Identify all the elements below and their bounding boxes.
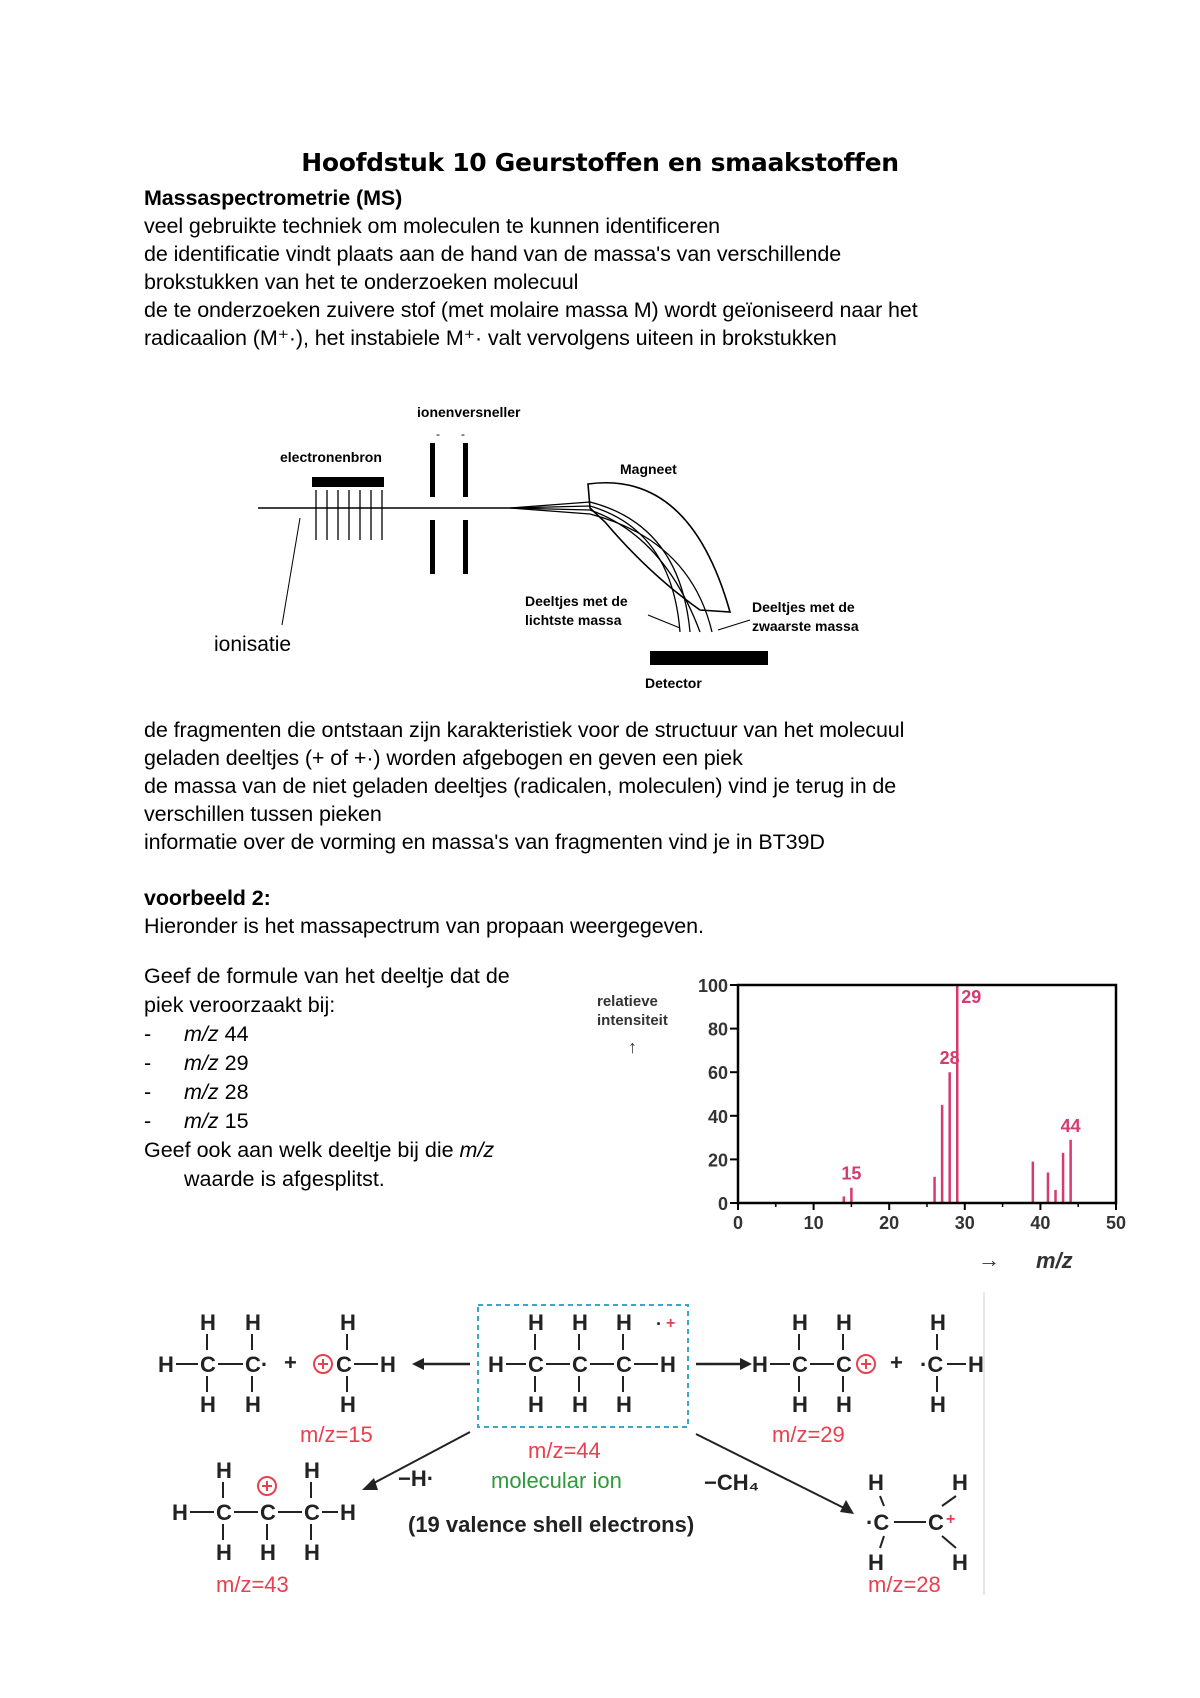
svg-text:H: H [952, 1470, 968, 1495]
light-particles-label: lichtste massa [525, 612, 622, 628]
y-tick-label: 40 [707, 1106, 728, 1127]
page-title: Hoofdstuk 10 Geurstoffen en smaakstoffen [301, 148, 899, 177]
methyl-radical [920, 1310, 984, 1417]
svg-text:H: H [952, 1550, 968, 1575]
question-line: waarde is afgesplitst. [184, 1167, 385, 1191]
mz43-label: m/z=43 [216, 1572, 289, 1597]
detector-label: Detector [645, 675, 702, 691]
question-line: Geef de formule van het deeltje dat de [144, 964, 510, 988]
propyl-cation [172, 1458, 356, 1565]
svg-text:H: H [340, 1310, 356, 1335]
ethyl-radical [158, 1310, 268, 1417]
mass-spectrum-chart [590, 970, 1150, 1270]
plate-sign: - [461, 427, 465, 441]
svg-text:H: H [836, 1310, 852, 1335]
intro-line: radicaalion (M⁺·), het instabiele M⁺· valt vervolgens uiteen in brokstukken [144, 326, 837, 350]
svg-text:·C: ·C [866, 1510, 890, 1535]
question-line: piek veroorzaakt bij: [144, 993, 336, 1017]
question-block [144, 962, 584, 1194]
example-line: Hieronder is het massapectrum van propaan weergegeven. [144, 914, 704, 938]
svg-text:H: H [245, 1392, 261, 1417]
arrow-left-head [412, 1358, 424, 1370]
svg-text:H: H [868, 1550, 884, 1575]
svg-text:C: C [200, 1352, 216, 1377]
svg-text:H: H [304, 1540, 320, 1565]
svg-text:H: H [572, 1310, 588, 1335]
y-axis-arrow: ↑ [628, 1037, 637, 1057]
y-tick-label: 80 [707, 1019, 728, 1040]
y-tick-label: 20 [707, 1150, 728, 1171]
svg-text:H: H [340, 1392, 356, 1417]
x-axis-arrow: → [978, 1247, 1000, 1270]
svg-text:H: H [968, 1352, 984, 1377]
heavy-pointer [718, 620, 750, 630]
svg-text:H: H [200, 1392, 216, 1417]
fragments-line: de massa van de niet geladen deeltjes (radicalen, moleculen) vind je terug in de [144, 774, 897, 798]
methyl-cation [314, 1310, 396, 1417]
intro-line: de te onderzoeken zuivere stof (met molaire massa M) wordt geïoniseerd naar het [144, 298, 918, 322]
x-tick-label: 20 [879, 1213, 900, 1233]
svg-text:H: H [216, 1458, 232, 1483]
svg-text:H: H [792, 1392, 808, 1417]
svg-text:C: C [260, 1500, 276, 1525]
svg-text:C: C [572, 1352, 588, 1377]
svg-text:·C: ·C [920, 1352, 944, 1377]
loss-h-label: −H· [398, 1466, 435, 1491]
x-tick-label: 30 [954, 1213, 975, 1233]
plot-frame [738, 985, 1116, 1203]
svg-text:C: C [836, 1352, 852, 1377]
ethyl-cation [752, 1310, 875, 1417]
y-tick-label: 0 [717, 1194, 728, 1214]
source-label: electronenbron [280, 449, 382, 465]
svg-text:H: H [616, 1310, 632, 1335]
section-heading: Massaspectrometrie (MS) [144, 186, 403, 210]
magnet-label: Magneet [620, 461, 677, 477]
arrow-right-head [740, 1358, 752, 1370]
svg-text:C: C [336, 1352, 352, 1377]
mass-spectrometer-diagram [0, 390, 1200, 700]
svg-text:H: H [340, 1500, 356, 1525]
plate-sign: - [436, 427, 440, 441]
intro-section [144, 184, 1064, 352]
svg-text:H: H [172, 1500, 188, 1525]
example-heading: voorbeeld 2: [144, 886, 271, 910]
peak-label: 29 [961, 987, 982, 1007]
svg-text:H: H [930, 1392, 946, 1417]
heavy-particles-label: Deeltjes met de [752, 599, 855, 615]
x-tick-label: 40 [1030, 1213, 1051, 1233]
intro-line: de identificatie vindt plaats aan de hand van de massa's van verschillende [144, 242, 842, 266]
mz28-label: m/z=28 [868, 1572, 941, 1597]
loss-ch4-label: −CH₄ [704, 1470, 760, 1495]
svg-text:C: C [216, 1500, 232, 1525]
svg-text:H: H [930, 1310, 946, 1335]
svg-text:H: H [752, 1352, 768, 1377]
list-item: - m/z 15 [144, 1109, 249, 1133]
fragmentation-scheme [0, 1290, 1200, 1620]
fragments-line: de fragmenten die ontstaan zijn karakteristiek voor de structuur van het molecuul [144, 718, 905, 742]
svg-text:H: H [836, 1392, 852, 1417]
svg-text:C: C [928, 1510, 944, 1535]
propane-radical-cation [488, 1310, 676, 1417]
peak-label: 28 [939, 1048, 960, 1069]
x-axis-label: m/z [1036, 1248, 1073, 1270]
svg-text:H: H [380, 1352, 396, 1377]
molecular-ion-label: molecular ion [491, 1468, 622, 1493]
valence-label: (19 valence shell electrons) [408, 1512, 695, 1537]
plus-sign: + [284, 1350, 297, 1375]
fragments-line: informatie over de vorming en massa's van fragmenten vind je in BT39D [144, 830, 825, 854]
svg-text:H: H [868, 1470, 884, 1495]
svg-text:H: H [660, 1352, 676, 1377]
charge-sign: + [666, 1315, 676, 1332]
mz15-label: m/z=15 [300, 1422, 373, 1447]
svg-text:C: C [616, 1352, 632, 1377]
radical-dot: · [656, 1314, 662, 1334]
charge-sign: + [946, 1511, 956, 1528]
x-tick-label: 10 [803, 1213, 824, 1233]
question-line: Geef ook aan welk deeltje bij die m/z [144, 1138, 495, 1162]
peak-label: 44 [1060, 1115, 1081, 1136]
y-axis-label: intensiteit [597, 1012, 668, 1029]
svg-text:C·: C· [245, 1352, 269, 1377]
ionisation-label: ionisatie [214, 633, 292, 656]
list-item: - m/z 29 [144, 1051, 249, 1075]
arrow-down-left-head [362, 1478, 378, 1490]
heavy-particles-label: zwaarste massa [752, 618, 859, 634]
electron-source-bar [312, 477, 384, 487]
svg-text:H: H [792, 1310, 808, 1335]
light-pointer [648, 615, 680, 628]
y-axis-label: relatieve [597, 993, 658, 1010]
svg-text:H: H [216, 1540, 232, 1565]
svg-text:C: C [528, 1352, 544, 1377]
mz29-label: m/z=29 [772, 1422, 845, 1447]
list-item: - m/z 44 [144, 1022, 249, 1046]
svg-text:H: H [528, 1392, 544, 1417]
svg-text:H: H [158, 1352, 174, 1377]
x-tick-label: 0 [732, 1213, 744, 1233]
intro-line: veel gebruikte techniek om moleculen te kunnen identificeren [144, 214, 721, 238]
svg-text:H: H [616, 1392, 632, 1417]
y-tick-label: 100 [697, 976, 728, 996]
svg-text:H: H [528, 1310, 544, 1335]
electron-lines [316, 490, 382, 540]
svg-text:H: H [200, 1310, 216, 1335]
light-particles-label: Deeltjes met de [525, 593, 628, 609]
y-tick-label: 60 [707, 1063, 728, 1084]
svg-text:H: H [245, 1310, 261, 1335]
svg-text:H: H [304, 1458, 320, 1483]
plus-sign: + [890, 1350, 903, 1375]
mz44-label: m/z=44 [528, 1438, 601, 1463]
svg-text:C: C [792, 1352, 808, 1377]
svg-text:C: C [304, 1500, 320, 1525]
peak-label: 15 [841, 1163, 862, 1184]
intro-line: brokstukken van het te onderzoeken molecuul [144, 270, 579, 294]
list-item: - m/z 28 [144, 1080, 249, 1104]
fragments-line: geladen deeltjes (+ of +·) worden afgebogen en geven een piek [144, 746, 743, 770]
accelerator-label: ionenversneller [417, 404, 521, 420]
fragments-line: verschillen tussen pieken [144, 802, 382, 826]
x-tick-label: 50 [1105, 1213, 1127, 1233]
ionisation-pointer [282, 518, 300, 625]
svg-text:H: H [260, 1540, 276, 1565]
example-section [144, 884, 1064, 940]
svg-text:H: H [488, 1352, 504, 1377]
fragments-section [144, 716, 1064, 856]
svg-text:H: H [572, 1392, 588, 1417]
detector-bar [650, 651, 768, 665]
